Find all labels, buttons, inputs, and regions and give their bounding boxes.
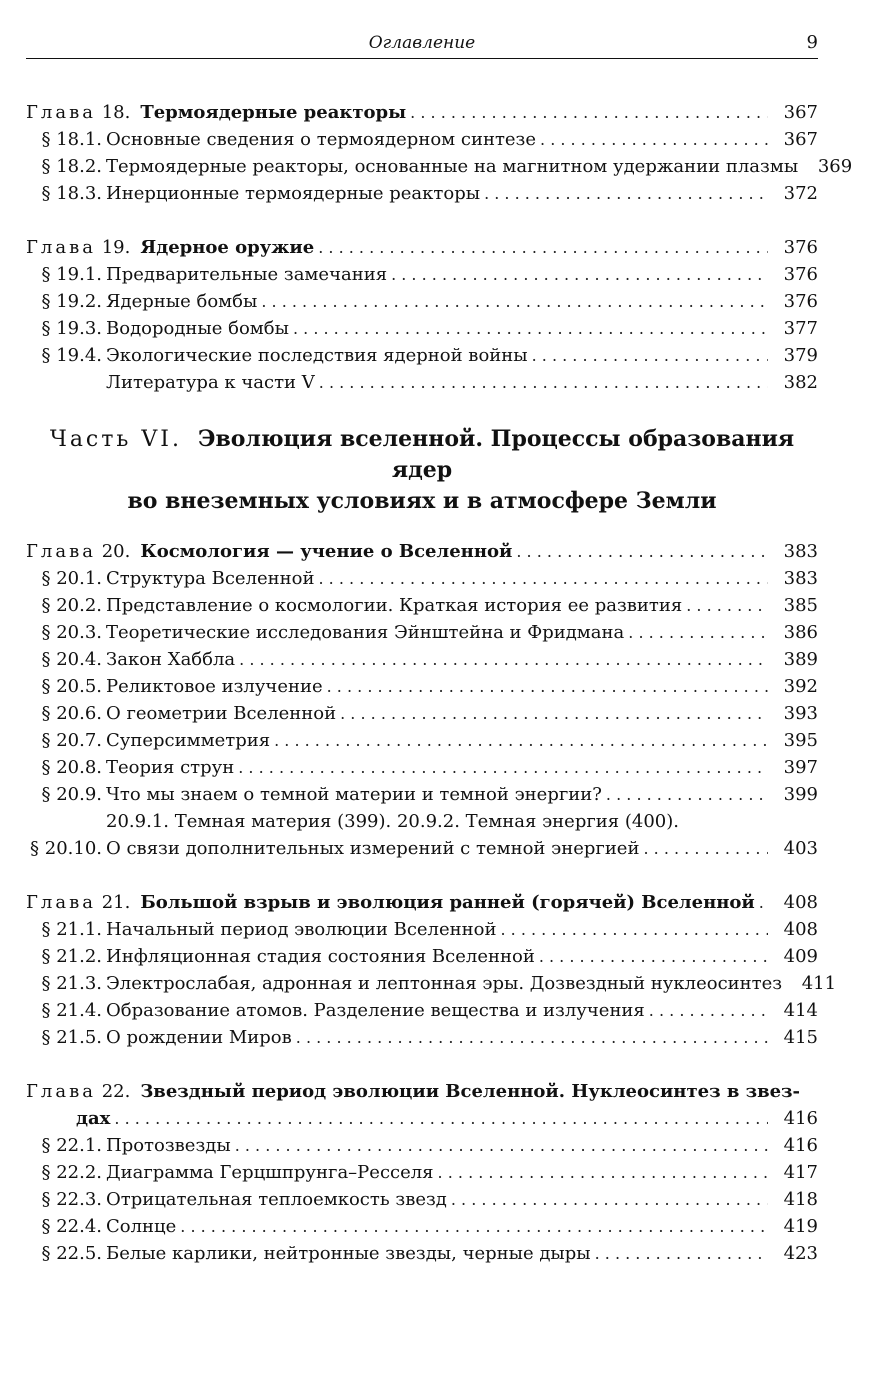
section-number: § 20.4. (41, 649, 102, 670)
toc-entry-section[interactable] (26, 970, 837, 997)
chapter-number: 22. (101, 1081, 131, 1102)
toc-entry-section[interactable] (26, 916, 818, 943)
section-number: § 22.5. (41, 1243, 102, 1264)
dot-leader (606, 781, 768, 808)
dot-leader (114, 1105, 768, 1132)
section-title: Отрицательная теплоемкость звезд (106, 1189, 447, 1210)
running-header (26, 30, 818, 59)
section-number: § 21.2. (41, 946, 102, 967)
chapter-20 (26, 538, 818, 862)
section-number: § 20.6. (41, 703, 102, 724)
toc-entry-section[interactable] (26, 592, 818, 619)
page-number: 416 (783, 1135, 818, 1156)
page-number: 399 (783, 784, 818, 805)
chapter-title-line-1: Звездный период эволюции Вселенной. Нуклеосинтез в звез- (140, 1081, 801, 1102)
dot-leader (296, 1024, 768, 1051)
dot-leader (643, 835, 768, 862)
section-number: § 18.2. (41, 156, 102, 177)
toc-entry-section[interactable] (26, 754, 818, 781)
chapter-title: Термоядерные реакторы (140, 102, 407, 123)
page-number: 395 (783, 730, 818, 751)
section-number: § 20.7. (41, 730, 102, 751)
header-title: Оглавление (368, 33, 476, 53)
toc-entry-chapter[interactable] (26, 538, 818, 565)
toc-entry-section[interactable] (26, 997, 818, 1024)
toc-entry-section[interactable] (26, 673, 818, 700)
section-number: § 18.3. (41, 183, 102, 204)
part-label: Часть VI. (49, 427, 182, 452)
dot-leader (628, 619, 768, 646)
section-title: О связи дополнительных измерений с темной энергией (106, 838, 640, 859)
section-title: Образование атомов. Разделение вещества и излучения (106, 1000, 645, 1021)
dot-leader (484, 180, 768, 207)
toc-entry-section[interactable] (26, 1159, 818, 1186)
toc-entry-chapter-line-2[interactable] (26, 1105, 818, 1132)
section-title: Протозвезды (106, 1135, 231, 1156)
dot-leader (391, 261, 768, 288)
page-number: 392 (783, 676, 818, 697)
dot-leader (180, 1213, 768, 1240)
page-number: 383 (783, 541, 818, 562)
section-number: § 22.1. (41, 1135, 102, 1156)
section-number: § 20.5. (41, 676, 102, 697)
section-title: О рождении Миров (106, 1027, 292, 1048)
chapter-title: Ядерное оружие (140, 237, 315, 258)
dot-leader (759, 889, 768, 916)
dot-leader (532, 342, 768, 369)
section-title: Ядерные бомбы (106, 291, 258, 312)
toc-entry-chapter[interactable] (26, 889, 818, 916)
toc-entry-chapter-line-1[interactable] (26, 1078, 818, 1105)
section-title: Водородные бомбы (106, 318, 289, 339)
toc-entry-section[interactable] (26, 180, 818, 207)
dot-leader (649, 997, 768, 1024)
dot-leader (340, 700, 768, 727)
section-title: Что мы знаем о темной материи и темной энергии? (106, 784, 602, 805)
chapter-label: Глава (26, 541, 96, 562)
chapter-number: 18. (101, 102, 131, 123)
dot-leader (500, 916, 768, 943)
page-number: 367 (783, 102, 818, 123)
page-number: 411 (801, 973, 837, 994)
part-title-line-2: во внеземных условиях и в атмосфере Земли (127, 488, 717, 514)
section-title: Солнце (106, 1216, 177, 1237)
page-number: 409 (783, 946, 818, 967)
page-number: 369 (817, 156, 853, 177)
chapter-label: Глава (26, 1081, 96, 1102)
section-number: § 22.3. (41, 1189, 102, 1210)
section-number: § 22.4. (41, 1216, 102, 1237)
toc-entry-section[interactable] (26, 1213, 818, 1240)
section-number: § 21.5. (41, 1027, 102, 1048)
toc-entry-section[interactable] (26, 288, 818, 315)
section-title: Экологические последствия ядерной войны (106, 345, 528, 366)
section-title: Инфляционная стадия состояния Вселенной (106, 946, 535, 967)
toc-entry-chapter[interactable] (26, 99, 818, 126)
chapter-number: 21. (101, 892, 131, 913)
page-number: 382 (783, 372, 818, 393)
chapter-title: Большой взрыв и эволюция ранней (горячей) Вселенной (140, 892, 755, 913)
page-number: 393 (783, 703, 818, 724)
section-title: Белые карлики, нейтронные звезды, черные дыры (106, 1243, 591, 1264)
page-number: 385 (783, 595, 818, 616)
page-number: 376 (783, 237, 818, 258)
page-number: 372 (783, 183, 818, 204)
dot-leader (438, 1159, 768, 1186)
chapter-label: Глава (26, 102, 96, 123)
toc-entry-section[interactable] (26, 646, 818, 673)
section-title: Термоядерные реакторы, основанные на магнитном удержании плазмы (106, 156, 799, 177)
toc-entry-section[interactable] (26, 1240, 818, 1267)
section-title: Электрослабая, адронная и лептонная эры. Дозвездный нуклеосинтез (106, 973, 783, 994)
toc-entry-section[interactable] (26, 315, 818, 342)
section-number: § 21.4. (41, 1000, 102, 1021)
chapter-label: Глава (26, 892, 96, 913)
chapter-19 (26, 234, 818, 396)
section-title: Закон Хаббла (106, 649, 236, 670)
section-title: Предварительные замечания (106, 264, 388, 285)
dot-leader (595, 1240, 768, 1267)
section-number: § 21.3. (41, 973, 102, 994)
toc-entry-section[interactable] (26, 700, 818, 727)
toc-entry-section[interactable] (26, 153, 853, 180)
page-number: 376 (783, 291, 818, 312)
page-number: 415 (783, 1027, 818, 1048)
dot-leader (540, 126, 768, 153)
dot-leader (235, 1132, 768, 1159)
dot-leader (451, 1186, 768, 1213)
page-number: 416 (783, 1108, 818, 1129)
toc-entry-section[interactable] (26, 835, 818, 862)
section-title: Суперсимметрия (106, 730, 271, 751)
chapter-22 (26, 1078, 818, 1267)
page-number: 383 (783, 568, 818, 589)
dot-leader (410, 99, 768, 126)
chapter-title: Космология — учение о Вселенной (140, 541, 513, 562)
section-title: О геометрии Вселенной (106, 703, 337, 724)
page-number: 417 (783, 1162, 818, 1183)
part-title-line-1: Эволюция вселенной. Процессы образования ядер (197, 426, 795, 483)
toc-entry-section[interactable] (26, 781, 818, 808)
dot-leader (539, 943, 768, 970)
page-number: 367 (783, 129, 818, 150)
section-number: § 19.3. (41, 318, 102, 339)
toc-entry-chapter[interactable] (26, 234, 818, 261)
section-number: § 20.10. (30, 838, 102, 859)
section-title: Теория струн (106, 757, 235, 778)
section-number: § 22.2. (41, 1162, 102, 1183)
page-number: 419 (783, 1216, 818, 1237)
section-number: § 19.2. (41, 291, 102, 312)
chapter-18 (26, 99, 853, 207)
toc-entry-section[interactable] (26, 943, 818, 970)
chapter-label: Глава (26, 237, 96, 258)
dot-leader (318, 234, 768, 261)
page-number: 389 (783, 649, 818, 670)
dot-leader (239, 646, 768, 673)
page-number: 397 (783, 757, 818, 778)
dot-leader (274, 727, 768, 754)
header-page-number: 9 (806, 32, 818, 53)
section-number: § 20.8. (41, 757, 102, 778)
section-number: § 20.9. (41, 784, 102, 805)
toc-entry-section[interactable] (26, 619, 818, 646)
toc-entry-section[interactable] (26, 565, 818, 592)
section-title: Структура Вселенной (106, 568, 315, 589)
section-title: Инерционные термоядерные реакторы (106, 183, 481, 204)
toc-entry-section[interactable] (26, 1024, 818, 1051)
page-number: 423 (783, 1243, 818, 1264)
toc-entry-section[interactable] (26, 1186, 818, 1213)
toc (26, 99, 853, 1294)
section-title: Представление о космологии. Краткая история ее развития (106, 595, 683, 616)
dot-leader (238, 754, 768, 781)
toc-entry-section[interactable] (26, 342, 818, 369)
section-number: § 20.2. (41, 595, 102, 616)
chapter-title-line-2: дах (76, 1108, 111, 1129)
page-number: 376 (783, 264, 818, 285)
page-number: 418 (783, 1189, 818, 1210)
page-number: 408 (783, 919, 818, 940)
page-number: 377 (783, 318, 818, 339)
section-number: § 19.4. (41, 345, 102, 366)
dot-leader (293, 315, 768, 342)
toc-entry-section[interactable] (26, 1132, 818, 1159)
section-number: § 18.1. (41, 129, 102, 150)
page-number: 414 (783, 1000, 818, 1021)
section-title: Диаграмма Герцшпрунга–Ресселя (106, 1162, 434, 1183)
chapter-number: 20. (101, 541, 131, 562)
page-number: 386 (783, 622, 818, 643)
page-number: 408 (783, 892, 818, 913)
section-title: Теоретические исследования Эйнштейна и Фридмана (106, 622, 625, 643)
toc-entry-section[interactable] (26, 261, 818, 288)
dot-leader (686, 592, 768, 619)
dot-leader (319, 369, 768, 396)
section-number: § 20.1. (41, 568, 102, 589)
dot-leader (319, 565, 769, 592)
chapter-21 (26, 889, 837, 1051)
subsection-list: 20.9.1. Темная материя (399). 20.9.2. Темная энергия (400). (106, 811, 679, 832)
section-number: § 21.1. (41, 919, 102, 940)
section-title: Реликтовое излучение (106, 676, 323, 697)
section-number: § 19.1. (41, 264, 102, 285)
section-title: Начальный период эволюции Вселенной (106, 919, 497, 940)
page-number: 379 (783, 345, 818, 366)
toc-entry-section[interactable] (26, 727, 818, 754)
section-title: Основные сведения о термоядерном синтезе (106, 129, 537, 150)
part-heading (26, 424, 818, 516)
literature-title: Литература к части V (106, 372, 315, 393)
dot-leader (327, 673, 768, 700)
page-number: 403 (783, 838, 818, 859)
dot-leader (516, 538, 768, 565)
dot-leader (261, 288, 768, 315)
toc-entry-literature[interactable] (26, 369, 818, 396)
chapter-number: 19. (101, 237, 131, 258)
toc-entry-section[interactable] (26, 126, 818, 153)
part-heading-line-1 (26, 424, 818, 486)
section-number: § 20.3. (41, 622, 102, 643)
